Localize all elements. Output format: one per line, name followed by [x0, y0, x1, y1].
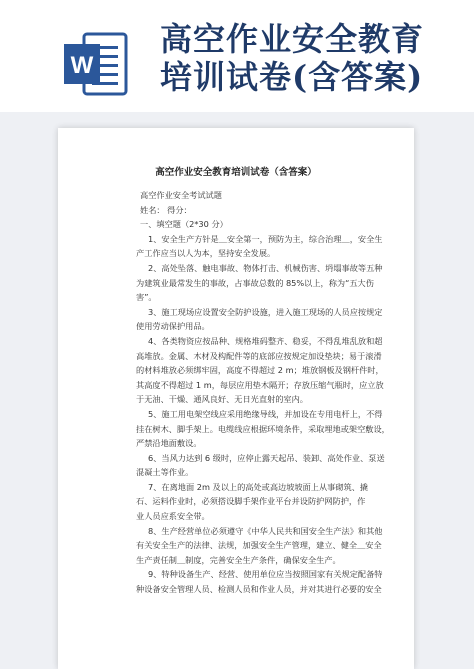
document-page: [58, 128, 414, 669]
body-line: 使用劳动保护用品。: [136, 321, 210, 332]
body-line: 9、特种设备生产、经营、使用单位应当按照国家有关规定配备特: [148, 569, 383, 580]
banner-title: [160, 20, 460, 96]
body-line: 混凝土等作业。: [136, 467, 194, 478]
word-icon-letter: W: [70, 52, 94, 79]
body-line: 4、各类物资应按品种、规格堆码整齐、稳妥，不得乱堆乱放和超: [148, 335, 383, 346]
body-line: 其高度不得超过 1 m，每层应用垫木隔开；存放压缩气瓶时，应立放: [136, 379, 384, 390]
body-line: 害”。: [136, 292, 157, 303]
banner-title-line2: 培训试卷(含答案): [160, 58, 424, 96]
body-line: 高空作业安全考试试题: [140, 190, 222, 200]
body-line: 7、在离地面 2m 及以上的高处或高边坡坡面上从事砌筑、撬: [148, 481, 369, 492]
body-line: 姓名： 得分：: [140, 204, 192, 215]
body-line: 严禁沿地面敷设。: [136, 438, 202, 449]
banner: [0, 0, 474, 112]
body-line: 于无油、干燥、通风良好、无日光直射的室内。: [136, 394, 308, 405]
body-line: 生产责任制＿制度，完善安全生产条件，确保安全生产。: [136, 554, 341, 565]
body-line: 业人员应系安全带。: [136, 511, 210, 522]
body-line: 8、生产经营单位必须遵守《中华人民共和国安全生产法》和其他: [148, 525, 383, 536]
body-line: 的材料堆放必须绑牢固，高度不得超过 2 m；堆放钢板及钢杆件时，: [136, 365, 384, 376]
body-line: 为建筑业最常发生的事故，占事故总数的 85%以上，称为“五大伤: [136, 277, 374, 288]
body-line: 6、当风力达到 6 级时，应停止露天起吊、装卸、高处作业、泵送: [148, 452, 385, 463]
body-line: 产工作应当以人为本，坚持安全发展。: [136, 248, 276, 259]
word-document-icon: [62, 30, 130, 98]
document-body: [136, 188, 414, 597]
body-line: 高堆放。金属、木材及构配件等的底部应按规定加设垫块；易于滚滑: [136, 350, 382, 361]
body-line: 2、高处坠落、触电事故、物体打击、机械伤害、坍塌事故等五种: [148, 262, 383, 273]
body-line: 1、安全生产方针是＿安全第一，预防为主，综合治理＿，安全生: [148, 233, 383, 244]
body-line: 种设备安全管理人员、检测人员和作业人员，并对其进行必要的安全: [136, 584, 382, 595]
body-line: 3、施工现场应设置安全防护设施，进入施工现场的人员应按规定: [148, 306, 383, 317]
body-line: 一、填空题（2*30 分）: [140, 219, 228, 230]
document-title: 高空作业安全教育培训试卷（含答案）: [155, 167, 317, 178]
body-line: 有关安全生产的法律、法规，加强安全生产管理，建立、健全＿安全: [136, 540, 382, 551]
banner-title-line1: 高空作业安全教育: [160, 20, 425, 58]
body-line: 5、施工用电架空线应采用绝缘导线，并加设在专用电杆上，不得: [148, 408, 383, 419]
body-line: 石、运料作业时，必须搭设脚手架作业平台并设防护网防护，作: [136, 496, 366, 507]
body-line: 挂在树木、脚手架上。电缆线应根据环境条件，采取埋地或架空敷设，: [136, 423, 390, 434]
